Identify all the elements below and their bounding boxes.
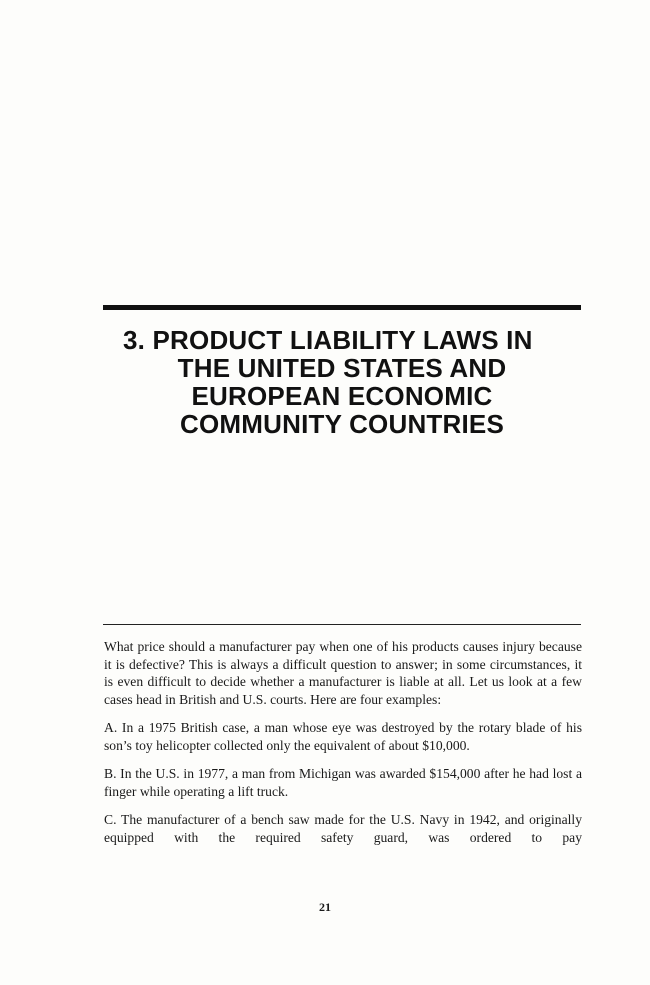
chapter-title-line-2: THE UNITED STATES AND bbox=[177, 353, 507, 383]
body-text bbox=[104, 638, 582, 857]
intro-paragraph: What price should a manufacturer pay when one of his products causes injury because it is defective? This is always a difficult question to answer; in some circumstances, it is even difficult to decide whether a manufacturer is liable at all. Let us look at a few cases head in British and U.S. courts. Here are four examples: bbox=[104, 639, 582, 707]
chapter-title-line-1: 3. PRODUCT LIABILITY LAWS IN bbox=[123, 325, 533, 355]
chapter-top-rule bbox=[103, 305, 581, 310]
example-a-paragraph: A. In a 1975 British case, a man whose eye was destroyed by the rotary blade of his son’s toy helicopter collected only the equivalent of about $10,000. bbox=[104, 720, 582, 753]
example-c-paragraph: C. The manufacturer of a bench saw made for the U.S. Navy in 1942, and originally equipped with the required safety guard, was ordered to pay bbox=[104, 812, 582, 845]
chapter-title-line-3: EUROPEAN ECONOMIC bbox=[191, 381, 493, 411]
chapter-title-line-4: COMMUNITY COUNTRIES bbox=[180, 409, 504, 439]
example-b-paragraph: B. In the U.S. in 1977, a man from Michigan was awarded $154,000 after he had lost a finger while operating a lift truck. bbox=[104, 766, 582, 799]
chapter-bottom-rule bbox=[103, 624, 581, 625]
page-number: 21 bbox=[319, 900, 331, 914]
chapter-title bbox=[103, 326, 581, 438]
